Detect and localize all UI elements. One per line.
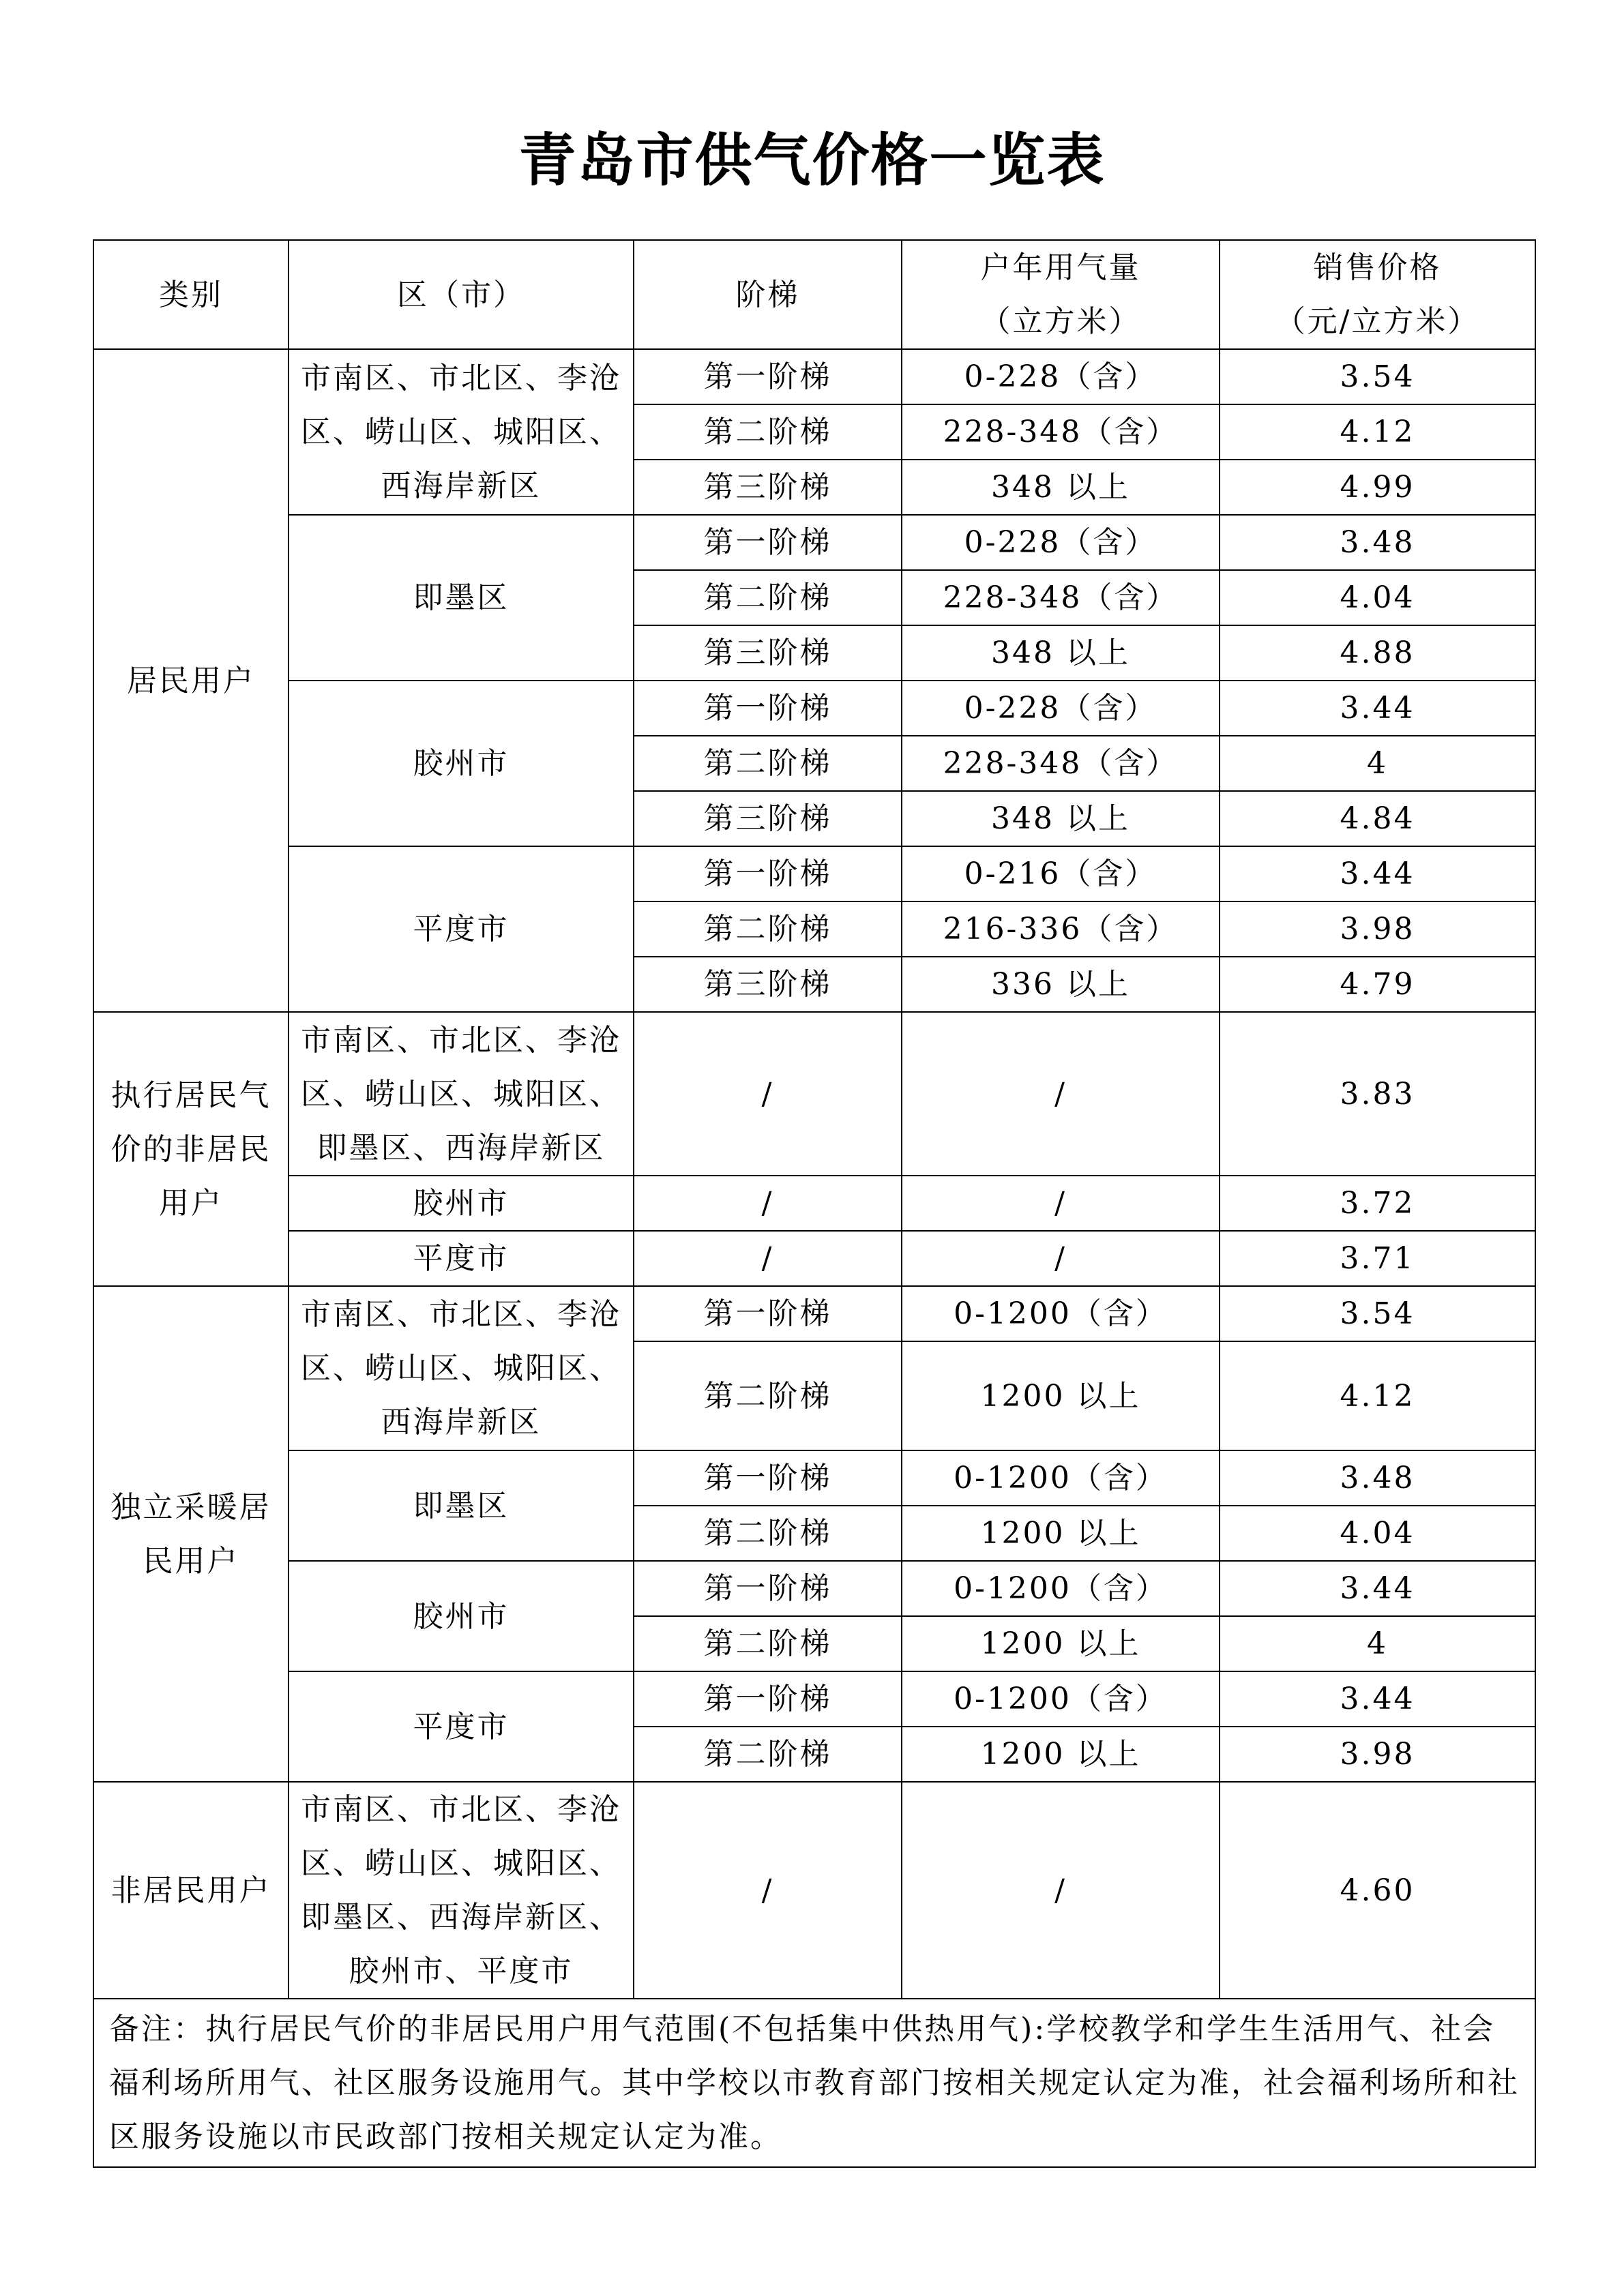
volume-cell: / <box>902 1176 1220 1231</box>
header-price <box>1220 240 1535 349</box>
table-row <box>93 1782 1535 1999</box>
tier-cell: 第一阶梯 <box>634 681 902 736</box>
tier-cell: 第一阶梯 <box>634 1450 902 1506</box>
volume-cell: 216-336（含） <box>902 901 1220 957</box>
table-row <box>93 1450 1535 1506</box>
price-cell: 3.48 <box>1220 1450 1535 1506</box>
table-row <box>93 515 1535 570</box>
price-cell: 4.04 <box>1220 1506 1535 1561</box>
price-cell: 3.44 <box>1220 846 1535 901</box>
price-cell: 3.44 <box>1220 681 1535 736</box>
price-cell: 3.72 <box>1220 1176 1535 1231</box>
tier-cell: 第三阶梯 <box>634 957 902 1012</box>
volume-cell: 228-348（含） <box>902 404 1220 460</box>
volume-cell: 0-216（含） <box>902 846 1220 901</box>
tier-cell: / <box>634 1012 902 1176</box>
volume-cell: 0-228（含） <box>902 349 1220 404</box>
tier-cell: 第二阶梯 <box>634 1341 902 1450</box>
tier-cell: 第三阶梯 <box>634 791 902 846</box>
tier-cell: 第二阶梯 <box>634 901 902 957</box>
volume-cell: 1200 以上 <box>902 1341 1220 1450</box>
table-row <box>93 681 1535 736</box>
volume-cell: 228-348（含） <box>902 736 1220 791</box>
district-cell: 平度市 <box>289 846 634 1012</box>
price-cell: 3.71 <box>1220 1231 1535 1286</box>
tier-cell: 第一阶梯 <box>634 1561 902 1616</box>
volume-cell: 0-228（含） <box>902 515 1220 570</box>
price-cell: 4.04 <box>1220 570 1535 625</box>
price-cell: 3.54 <box>1220 349 1535 404</box>
header-tier: 阶梯 <box>634 240 902 349</box>
table-row <box>93 1231 1535 1286</box>
tier-cell: 第三阶梯 <box>634 460 902 515</box>
table-row <box>93 1012 1535 1176</box>
district-cell: 市南区、市北区、李沧区、崂山区、城阳区、即墨区、西海岸新区 <box>289 1012 634 1176</box>
district-cell: 市南区、市北区、李沧区、崂山区、城阳区、即墨区、西海岸新区、胶州市、平度市 <box>289 1782 634 1999</box>
tier-cell: 第一阶梯 <box>634 1286 902 1341</box>
tier-cell: / <box>634 1231 902 1286</box>
volume-cell: 1200 以上 <box>902 1727 1220 1782</box>
tier-cell: 第一阶梯 <box>634 349 902 404</box>
district-cell: 平度市 <box>289 1231 634 1286</box>
district-cell: 即墨区 <box>289 1450 634 1561</box>
header-row <box>93 240 1535 349</box>
header-volume <box>902 240 1220 349</box>
table-row <box>93 846 1535 901</box>
table-row <box>93 349 1535 404</box>
district-cell: 平度市 <box>289 1671 634 1782</box>
volume-cell: 228-348（含） <box>902 570 1220 625</box>
price-cell: 3.44 <box>1220 1671 1535 1727</box>
price-cell: 4.99 <box>1220 460 1535 515</box>
tier-cell: 第一阶梯 <box>634 515 902 570</box>
volume-cell: / <box>902 1012 1220 1176</box>
table-row <box>93 1671 1535 1727</box>
volume-cell: / <box>902 1782 1220 1999</box>
remarks-note: 备注：执行居民气价的非居民用户用气范围(不包括集中供热用气):学校教学和学生生活用气、社会福利场所用气、社区服务设施用气。其中学校以市教育部门按相关规定认定为准，社会福利场所和社区服务设施以市民政部门按相关规定认定为准。 <box>93 1999 1535 2167</box>
tier-cell: / <box>634 1782 902 1999</box>
price-cell: 4.88 <box>1220 625 1535 681</box>
header-category: 类别 <box>93 240 289 349</box>
price-cell: 4.12 <box>1220 1341 1535 1450</box>
tier-cell: 第三阶梯 <box>634 625 902 681</box>
tier-cell: 第二阶梯 <box>634 1727 902 1782</box>
category-cell: 独立采暖居民用户 <box>93 1286 289 1782</box>
volume-cell: 1200 以上 <box>902 1616 1220 1671</box>
volume-cell: 348 以上 <box>902 460 1220 515</box>
table-row <box>93 1286 1535 1341</box>
price-cell: 4 <box>1220 736 1535 791</box>
tier-cell: / <box>634 1176 902 1231</box>
table-row <box>93 1561 1535 1616</box>
tier-cell: 第二阶梯 <box>634 570 902 625</box>
price-cell: 3.48 <box>1220 515 1535 570</box>
tier-cell: 第一阶梯 <box>634 1671 902 1727</box>
price-cell: 3.54 <box>1220 1286 1535 1341</box>
price-cell: 4 <box>1220 1616 1535 1671</box>
tier-cell: 第二阶梯 <box>634 1506 902 1561</box>
price-cell: 3.98 <box>1220 901 1535 957</box>
category-cell: 执行居民气价的非居民用户 <box>93 1012 289 1286</box>
volume-cell: 0-1200（含） <box>902 1450 1220 1506</box>
volume-cell: 348 以上 <box>902 625 1220 681</box>
district-cell: 胶州市 <box>289 681 634 846</box>
volume-cell: 0-1200（含） <box>902 1286 1220 1341</box>
district-cell: 即墨区 <box>289 515 634 681</box>
volume-cell: 0-1200（含） <box>902 1561 1220 1616</box>
category-cell: 居民用户 <box>93 349 289 1012</box>
district-cell: 胶州市 <box>289 1561 634 1671</box>
header-district: 区（市） <box>289 240 634 349</box>
tier-cell: 第二阶梯 <box>634 1616 902 1671</box>
volume-cell: 348 以上 <box>902 791 1220 846</box>
category-cell: 非居民用户 <box>93 1782 289 1999</box>
volume-cell: 0-228（含） <box>902 681 1220 736</box>
header-volume-line2: （立方米） <box>980 304 1141 339</box>
header-price-line1: 销售价格 <box>1313 250 1442 285</box>
volume-cell: 0-1200（含） <box>902 1671 1220 1727</box>
volume-cell: 336 以上 <box>902 957 1220 1012</box>
page-title: 青岛市供气价格一览表 <box>518 127 1106 194</box>
price-cell: 3.83 <box>1220 1012 1535 1176</box>
volume-cell: / <box>902 1231 1220 1286</box>
tier-cell: 第一阶梯 <box>634 846 902 901</box>
price-cell: 4.12 <box>1220 404 1535 460</box>
price-cell: 4.84 <box>1220 791 1535 846</box>
district-cell: 胶州市 <box>289 1176 634 1231</box>
tier-cell: 第二阶梯 <box>634 404 902 460</box>
district-cell: 市南区、市北区、李沧区、崂山区、城阳区、西海岸新区 <box>289 349 634 515</box>
price-cell: 3.98 <box>1220 1727 1535 1782</box>
table-row <box>93 1176 1535 1231</box>
district-cell: 市南区、市北区、李沧区、崂山区、城阳区、西海岸新区 <box>289 1286 634 1450</box>
gas-price-table <box>93 239 1536 2168</box>
header-volume-line1: 户年用气量 <box>980 250 1141 285</box>
note-row <box>93 1999 1535 2167</box>
tier-cell: 第二阶梯 <box>634 736 902 791</box>
price-cell: 3.44 <box>1220 1561 1535 1616</box>
volume-cell: 1200 以上 <box>902 1506 1220 1561</box>
price-cell: 4.79 <box>1220 957 1535 1012</box>
header-price-line2: （元/立方米） <box>1275 304 1480 339</box>
price-cell: 4.60 <box>1220 1782 1535 1999</box>
